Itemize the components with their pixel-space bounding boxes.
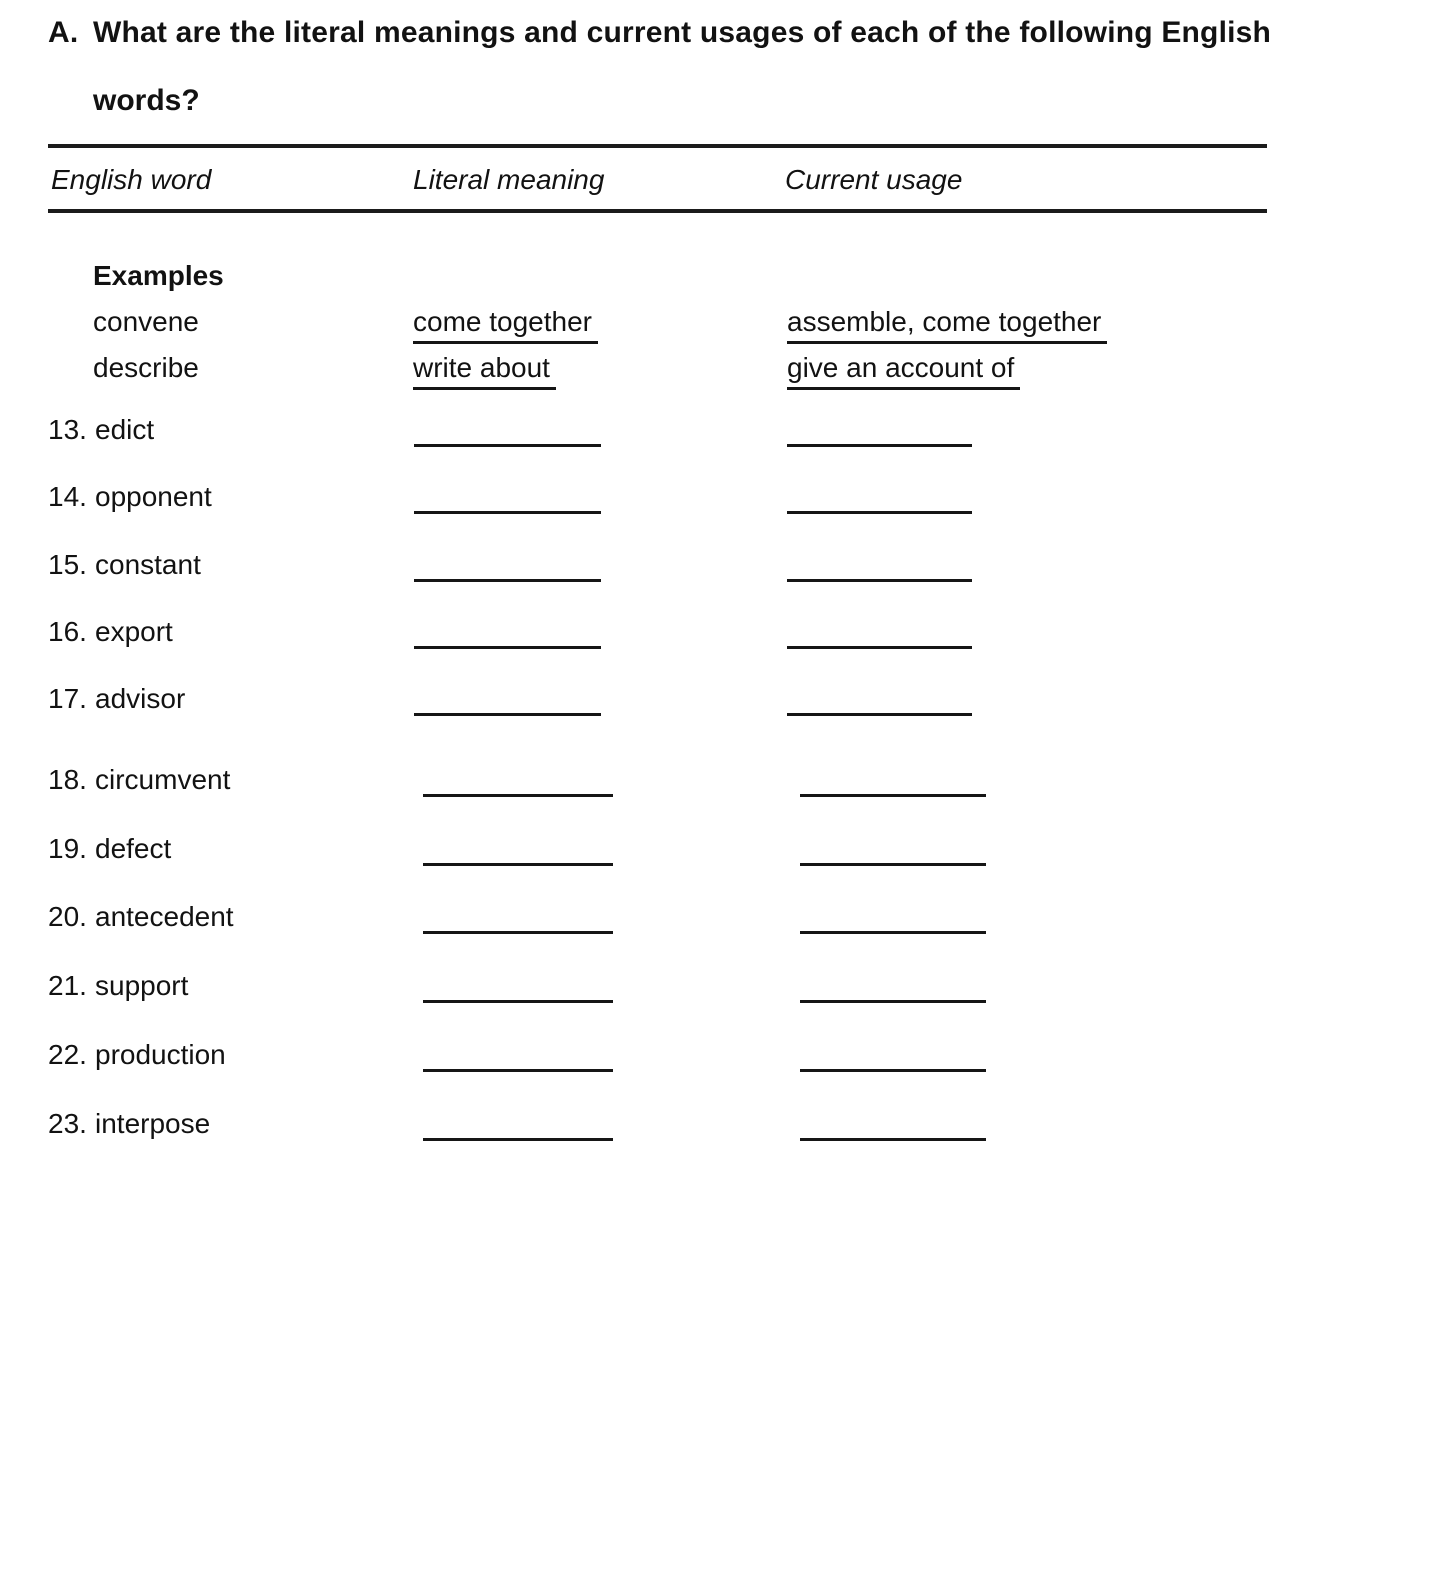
- item-row: [0, 1108, 1436, 1154]
- example-row: [0, 306, 1436, 348]
- item-row: [0, 901, 1436, 947]
- item-word: edict: [95, 414, 155, 445]
- literal-meaning-blank: [423, 794, 613, 797]
- current-usage-blank: [787, 713, 972, 716]
- example-literal-meaning: come together: [413, 306, 598, 344]
- current-usage-blank: [800, 931, 986, 934]
- item-word: production: [95, 1039, 226, 1070]
- column-header-current-usage: Current usage: [785, 164, 963, 195]
- item-word: constant: [95, 549, 201, 580]
- current-usage-blank: [800, 794, 986, 797]
- example-word: describe: [93, 352, 199, 383]
- item-number: 15.: [48, 549, 87, 580]
- question-title-line1: What are the literal meanings and current usages of each of the following English: [93, 16, 1272, 49]
- item-number: 21.: [48, 970, 87, 1001]
- table-top-rule: [48, 144, 1267, 148]
- example-literal-meaning: write about: [413, 352, 556, 390]
- item-row: [0, 970, 1436, 1016]
- current-usage-blank: [800, 1000, 986, 1003]
- current-usage-blank: [800, 1069, 986, 1072]
- item-word: export: [95, 616, 173, 647]
- example-word: convene: [93, 306, 199, 337]
- question-title-line2: words?: [93, 84, 200, 117]
- literal-meaning-blank: [414, 444, 601, 447]
- item-row: [0, 833, 1436, 879]
- item-number: 22.: [48, 1039, 87, 1070]
- literal-meaning-blank: [423, 931, 613, 934]
- question-letter: A.: [48, 16, 79, 49]
- current-usage-blank: [800, 1138, 986, 1141]
- literal-meaning-blank: [414, 713, 601, 716]
- item-number: 23.: [48, 1108, 87, 1139]
- item-row: [0, 481, 1436, 527]
- example-row: [0, 352, 1436, 394]
- current-usage-blank: [787, 579, 972, 582]
- current-usage-blank: [787, 511, 972, 514]
- literal-meaning-blank: [423, 863, 613, 866]
- literal-meaning-blank: [414, 511, 601, 514]
- example-current-usage: give an account of: [787, 352, 1020, 390]
- current-usage-blank: [800, 863, 986, 866]
- current-usage-blank: [787, 646, 972, 649]
- literal-meaning-blank: [423, 1138, 613, 1141]
- item-number: 20.: [48, 901, 87, 932]
- item-number: 16.: [48, 616, 87, 647]
- item-number: 17.: [48, 683, 87, 714]
- item-row: [0, 616, 1436, 662]
- item-number: 13.: [48, 414, 87, 445]
- examples-heading: Examples: [93, 260, 224, 291]
- item-number: 14.: [48, 481, 87, 512]
- item-word: interpose: [95, 1108, 211, 1139]
- table-header-bottom-rule: [48, 209, 1267, 213]
- item-word: opponent: [95, 481, 212, 512]
- item-row: [0, 549, 1436, 595]
- item-number: 19.: [48, 833, 87, 864]
- item-word: circumvent: [95, 764, 231, 795]
- literal-meaning-blank: [414, 646, 601, 649]
- item-number: 18.: [48, 764, 87, 795]
- item-word: defect: [95, 833, 172, 864]
- literal-meaning-blank: [423, 1069, 613, 1072]
- table-header-row: [0, 164, 1436, 204]
- literal-meaning-blank: [414, 579, 601, 582]
- item-word: advisor: [95, 683, 186, 714]
- current-usage-blank: [787, 444, 972, 447]
- example-current-usage: assemble, come together: [787, 306, 1107, 344]
- item-row: [0, 683, 1436, 729]
- item-row: [0, 764, 1436, 810]
- column-header-literal-meaning: Literal meaning: [413, 164, 605, 195]
- item-row: [0, 414, 1436, 460]
- column-header-english-word: English word: [51, 164, 212, 195]
- item-row: [0, 1039, 1436, 1085]
- literal-meaning-blank: [423, 1000, 613, 1003]
- item-word: support: [95, 970, 189, 1001]
- item-word: antecedent: [95, 901, 234, 932]
